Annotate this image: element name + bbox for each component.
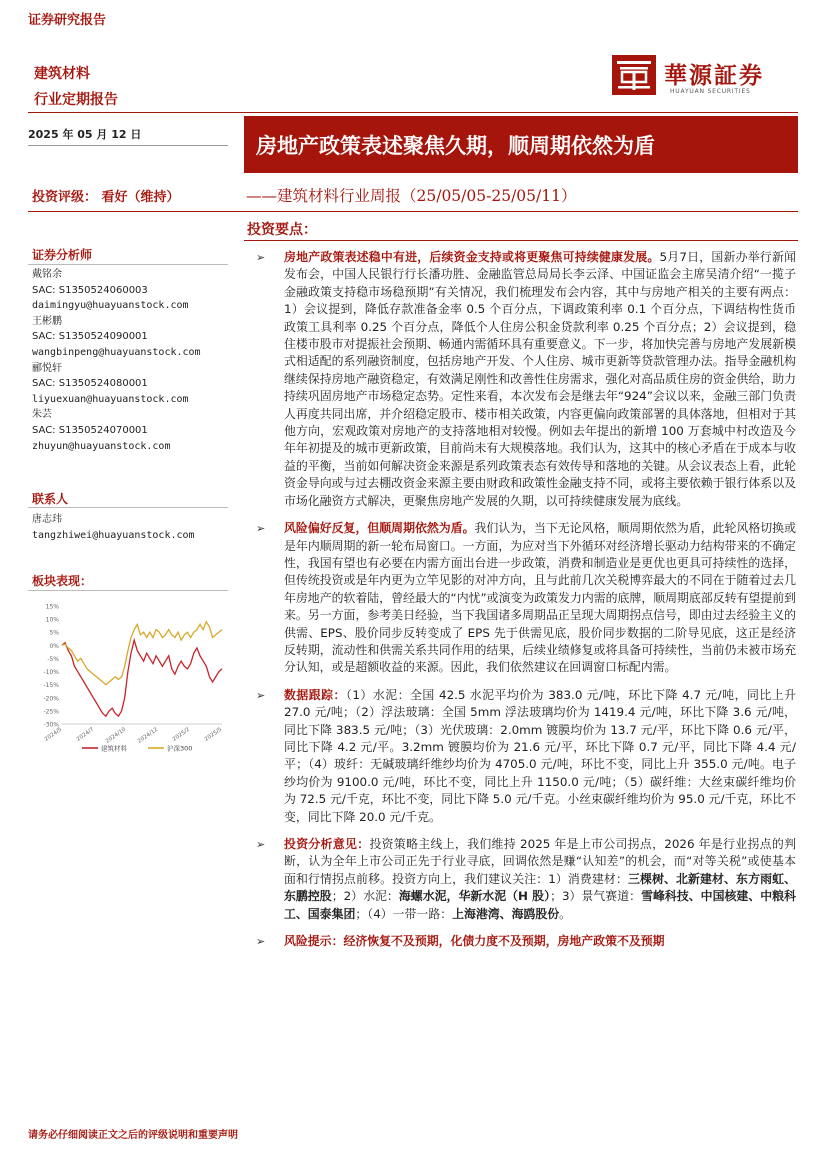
y-tick-label: -10% xyxy=(43,669,59,677)
key-point-risk-appetite xyxy=(256,520,796,677)
series-line xyxy=(62,640,222,716)
key-point-real-estate xyxy=(256,249,796,510)
analyst-email[interactable]: zhuyun@huayuanstock.com xyxy=(32,440,171,452)
bullet-arrow-icon: ➢ xyxy=(256,935,266,949)
chart-divider xyxy=(28,590,228,591)
analyst-name: 王彬鹏 xyxy=(32,315,62,327)
x-tick-label: 2024/10 xyxy=(104,726,128,745)
report-type-label: 证券研究报告 xyxy=(28,13,107,28)
analyst-list xyxy=(32,267,232,454)
x-tick-label: 2025/2 xyxy=(171,726,192,743)
advice-end: 。 xyxy=(559,906,572,921)
y-tick-label: 5% xyxy=(49,629,59,637)
contact-name: 唐志玮 xyxy=(32,514,62,525)
analyst-sac: SAC: S1350524090001 xyxy=(32,331,148,343)
logo-chinese-text: 華源証券 xyxy=(664,62,764,89)
company-logo xyxy=(612,55,792,100)
stock-picks-boom: 雪峰科技、中国核建、中粮科工、国泰集团 xyxy=(284,889,796,921)
key-point-lead: 风险提示： xyxy=(284,934,344,949)
analyst-sac: SAC: S1350524080001 xyxy=(32,378,148,390)
y-tick-label: -25% xyxy=(43,708,59,716)
y-tick-label: 0% xyxy=(49,642,59,650)
y-tick-label: -5% xyxy=(47,655,59,663)
key-points-content xyxy=(256,249,796,960)
investment-rating: 投资评级： 看好（维持） xyxy=(32,190,180,205)
key-point-risk-warning xyxy=(256,933,796,950)
x-tick-label: 2024/7 xyxy=(75,726,96,743)
analysts-heading: 证券分析师 xyxy=(32,248,93,262)
key-point-lead: 数据跟踪： xyxy=(284,687,346,702)
advice-connector: ；2）水泥： xyxy=(331,889,399,904)
risk-text: 经济恢复不及预期，化债力度不及预期，房地产政策不及预期 xyxy=(343,934,665,949)
advice-connector: ；3）景气赛道： xyxy=(550,889,642,904)
key-point-body: 5月7日，国新办举行新闻发布会，中国人民银行行长潘功胜、金融监管总局局长李云泽、中国证监会主席吴清介绍“一揽子金融政策支持稳市场稳预期”有关情况，我们梳理发布会内容，其中与房地产相关的主要有两点：1）会议提到，降低存款准备金率 0.5 个百分点，下调政策利率 0.1 个百分点，下调结构性货币政策工具利率 0.25 个百分点，降低个人住房公积金贷款利率 0.25 个百分点；2）会议提到，稳住楼市股市对提振社会预期、畅通内需循环具有重要意义。下一步，将加快完善与房地产发展新模式相适配的系列融资制度，包括房地产开发、个人住房、城市更新等贷款管理办法。指导金融机构继续保持房地产融资稳定，有效满足刚性和改善性住房需求，强化对高品质住房的资金供给，助力持续巩固房地产市场稳定态势。定性来看，本次发布会是继去年“924”会议以来，金融三部门负责人再度共同出席，并介绍稳定股市、楼市相关政策，内容更偏向政策部署的具体落地，但相对于其他方向，宏观政策对房地产的支持落地相对较慢。例如去年提出的新增 100 万套城中村改造及今年年初提及的城市更新政策，目前尚未有大规模落地。我们认为，这其中的核心矛盾在于成本与收益的平衡，当前如何解决资金来源是系列政策表态有效传导和落地的关键。从会议表态上看，此轮资金导向或与过去棚改资金来源主要由财政和政策性金融支持不同，或将主要依赖于银行体系以及市场化融资方式解决，更聚焦房地产发展的久期，以可持续健康发展为底线。 xyxy=(284,250,796,508)
stock-picks-consumer: 三棵树、北新建材、东方雨虹、东鹏控股 xyxy=(284,871,796,904)
x-tick-label: 2024/12 xyxy=(136,726,160,745)
sector-performance-chart xyxy=(30,598,228,758)
bullet-arrow-icon: ➢ xyxy=(256,838,266,851)
contact-divider xyxy=(28,507,228,508)
subtitle-divider xyxy=(28,211,798,212)
stock-picks-belt-road: 上海港湾、海鸥股份 xyxy=(452,906,560,921)
key-points-heading: 投资要点： xyxy=(247,222,317,238)
key-point-lead: 投资分析意见： xyxy=(284,837,370,851)
key-point-lead: 房地产政策表述稳中有进，后续资金支持或将更聚焦可持续健康发展。 xyxy=(284,250,660,264)
contact-email[interactable]: tangzhiwei@huayuanstock.com xyxy=(32,529,195,541)
y-tick-label: -30% xyxy=(43,721,59,729)
key-point-lead: 风险偏好反复，但顺周期依然为盾。 xyxy=(284,521,475,536)
category-label: 建筑材料 xyxy=(34,66,90,82)
key-point-body: 我们认为，当下无论风格，顺周期依然为盾，此轮风格切换或是年内顺周期的新一轮布局窗口。一方面，为应对当下外循环对经济增长驱动力结构带来的不确定性，我国有望也有必要在内需方面出台进一步政策，消费和制造业是更优也更具可持续性的选择，但传统投资或是年内更为立竿见影的对冲方向，且与此前几次关税博弈最大的不同在于随着过去几年房地产的软着陆，曾经最大的“内忧”或演变为政策发力内需的底牌，顺周期底部反转有望提前到来。另一方面，参考美日经验，当下我国诸多周期品正呈现大周期拐点信号，即由过去经验主义的供需、EPS、股价同步反转变成了 EPS 先于供需见底，股价同步数据的二阶导见底，这正是经济反转期，流动性和供需关系共同作用的结果，后续业绩修复或将具备可持续性，当前仍未被市场充分认知，或是超额收益的来源。因此，我们依然建议在回调窗口标配内需。 xyxy=(284,521,796,675)
legend-label: 建筑材料 xyxy=(101,744,127,753)
x-tick-label: 2025/5 xyxy=(203,726,224,743)
bullet-arrow-icon: ➢ xyxy=(256,251,266,264)
y-tick-label: 10% xyxy=(45,616,59,624)
key-points-divider xyxy=(244,240,798,241)
report-kind-label: 行业定期报告 xyxy=(34,92,118,108)
stock-picks-cement: 海螺水泥，华新水泥（H 股） xyxy=(398,889,551,904)
y-tick-label: 15% xyxy=(45,603,59,611)
key-point-data-tracking xyxy=(256,687,796,826)
key-point-body: （1）水泥：全国 42.5 水泥平均价为 383.0 元/吨，环比下降 4.7 元/吨，同比上升 27.0 元/吨；（2）浮法玻璃：全国 5mm 浮法玻璃均价为 1419.4 元/吨，环比下降 3.6 元/吨，同比下降 383.5 元/吨；（3）光伏玻璃：2.0mm 镀膜均价为 13.7 元/平，环比下降 0.6 元/平，同比下降 4.2 元/平。3.2mm 镀膜均价为 21.6 元/平，环比下降 0.7 元/平，同比下降 4.4 元/平；（4）玻纤：无碱玻璃纤维纱均价为 4705.0 元/吨，环比不变，同比上升 355.0 元/吨。电子纱均价为 9100.0 元/吨，环比不变，同比上升 1150.0 元/吨；（5）碳纤维：大丝束碳纤维均价为 72.5 元/千克，环比不变，同比下降 5.0 元/千克。小丝束碳纤维均价为 95.0 元/千克，环比不变，同比下降 20.0 元/千克。 xyxy=(284,687,796,824)
report-title: 房地产政策表述聚焦久期，顺周期依然为盾 xyxy=(256,133,655,158)
advice-connector: ；（4）一带一路： xyxy=(355,906,453,921)
logo-english-text: HUAYUAN SECURITIES xyxy=(670,88,751,95)
series-line xyxy=(62,622,222,685)
analyst-email[interactable]: wangbinpeng@huayuanstock.com xyxy=(32,346,201,358)
x-tick-label: 2024/5 xyxy=(43,726,64,743)
report-date: 2025 年 05 月 12 日 xyxy=(28,128,142,141)
y-tick-label: -20% xyxy=(43,695,59,703)
sector-performance-heading: 板块表现： xyxy=(32,574,93,588)
analysts-divider xyxy=(28,264,228,265)
analyst-email[interactable]: daimingyu@huayuanstock.com xyxy=(32,300,189,312)
analyst-sac: SAC: S1350524060003 xyxy=(32,284,148,296)
key-point-investment-advice xyxy=(256,836,796,923)
y-tick-label: -15% xyxy=(43,682,59,690)
key-point-body: 投资策略主线上，我们维持 2025 年是上市公司拐点，2026 年是行业拐点的判断，认为全年上市公司正先于行业寻底，回调依然是赚“认知差”的机会，而“对等关税”或使基本面和行情拐点前移。投资方向上，我们建议关注：1）消费建材： xyxy=(284,837,796,886)
date-divider xyxy=(28,145,228,146)
analyst-name: 戴铭余 xyxy=(32,269,62,280)
header-divider xyxy=(28,112,798,113)
contact-info xyxy=(32,512,232,543)
performance-chart-svg xyxy=(30,598,228,758)
bullet-arrow-icon: ➢ xyxy=(256,688,266,702)
disclaimer-footer: 请务必仔细阅读正文之后的评级说明和重要声明 xyxy=(28,1130,238,1141)
analyst-email[interactable]: liyuexuan@huayuanstock.com xyxy=(32,393,189,405)
legend-label: 沪深300 xyxy=(167,744,193,753)
analyst-name: 郦悦轩 xyxy=(32,362,62,374)
bullet-arrow-icon: ➢ xyxy=(256,522,266,536)
report-subtitle: ——建筑材料行业周报（25/05/05-25/05/11） xyxy=(246,187,577,205)
analyst-sac: SAC: S1350524070001 xyxy=(32,424,148,436)
analyst-name: 朱芸 xyxy=(32,409,52,421)
contact-heading: 联系人 xyxy=(32,492,69,506)
logo-mark-icon xyxy=(612,55,656,95)
